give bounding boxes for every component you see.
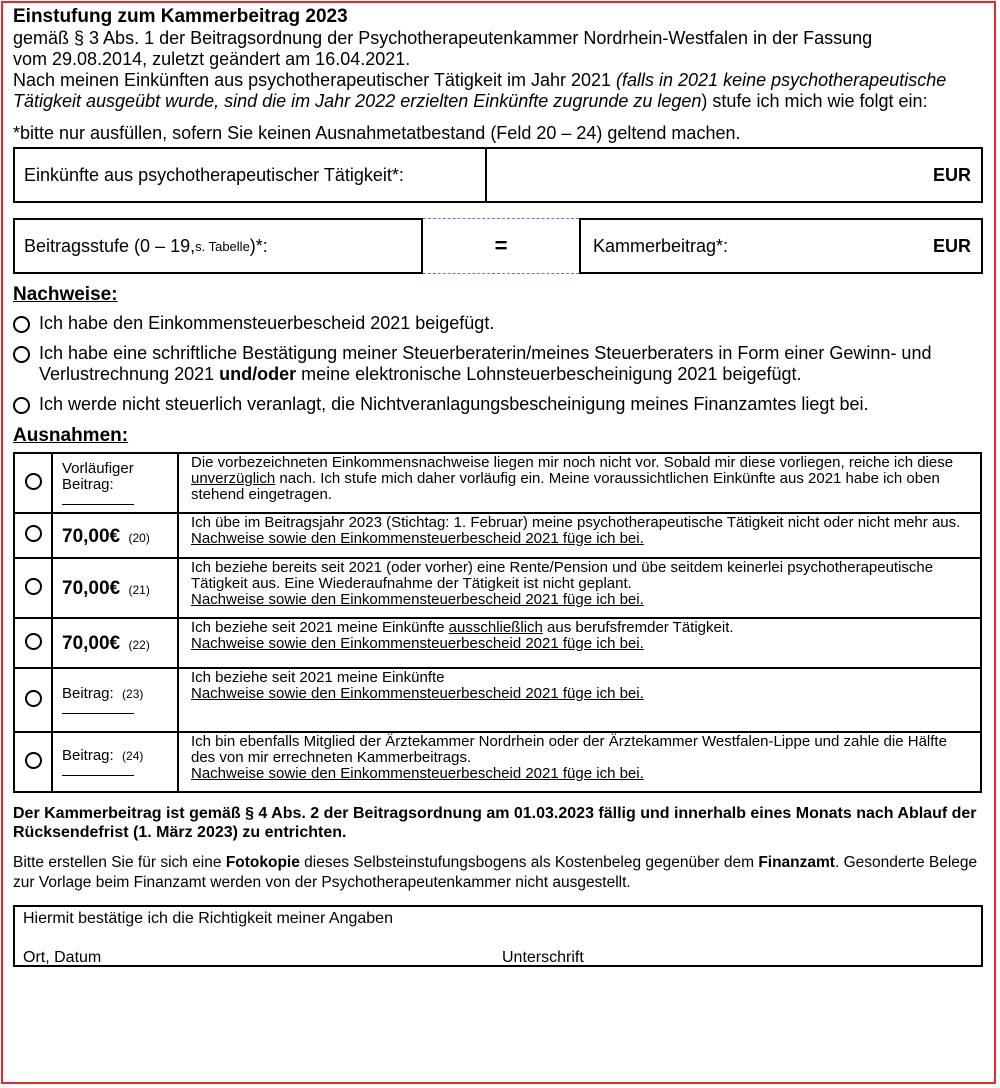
description-cell	[178, 453, 981, 513]
fee-label: Beitrag:	[62, 746, 114, 764]
description-underlined: Nachweise sowie den Einkommensteuerbescheid 2021 füge ich bei.	[191, 591, 644, 608]
exceptions-heading: Ausnahmen:	[13, 425, 129, 446]
radio-icon[interactable]	[13, 316, 30, 333]
description-cell	[178, 558, 981, 618]
signature-label: Unterschrift	[502, 949, 584, 966]
copy-notice	[13, 853, 983, 893]
level-label: Beitragsstufe (0 – 19,	[24, 235, 196, 256]
table-row	[14, 618, 981, 668]
amount-line[interactable]	[62, 502, 134, 505]
description-underlined: unverzüglich	[191, 470, 276, 487]
regulation-line-2: vom 29.08.2014, zuletzt geändert am 16.04.2021.	[13, 49, 411, 69]
radio-icon[interactable]	[25, 633, 42, 650]
evidence-option-2-bold: und/oder	[219, 364, 297, 384]
description-text-end: nach. Ich stufe mich daher vorläufig ein. Meine voraussichtlichen Einkünfte aus 2021 habe ich oben stehend eingetragen.	[191, 470, 940, 503]
amount-cell	[52, 513, 178, 558]
level-label-end: )*:	[249, 235, 268, 256]
amount-line[interactable]	[62, 711, 134, 714]
description-text: Ich übe im Beitragsjahr 2023 (Stichtag: 1. Februar) meine psychotherapeutische Tätigkeit nicht oder nicht mehr aus.	[191, 514, 961, 531]
fee-label: Kammerbeitrag*:	[593, 235, 729, 256]
field-number: (21)	[128, 583, 150, 597]
description-text: Ich beziehe bereits seit 2021 (oder vorher) eine Rente/Pension und übe seitdem keinerlei psychotherapeutische Tätigkeit aus. Eine Wiederaufnahme der Tätigkeit ist nicht geplant.	[191, 559, 934, 592]
amount-cell	[52, 558, 178, 618]
field-number: (23)	[122, 686, 144, 701]
amount-value: 70,00€	[62, 525, 121, 547]
description-text: Ich beziehe seit 2021 meine Einkünfte	[191, 669, 445, 686]
radio-icon[interactable]	[25, 578, 42, 595]
evidence-option-2-text-end: meine elektronische Lohnsteuerbescheinigung 2021 beigefügt.	[296, 364, 802, 384]
description-cell	[178, 513, 981, 558]
field-number: (20)	[128, 530, 150, 545]
copy-text-3: . Gesonderte Belege zur Vorlage beim Finanzamt werden von der Psychotherapeutenkammer nicht ausgestellt.	[13, 854, 978, 891]
radio-cell	[14, 618, 52, 668]
level-row	[13, 218, 983, 274]
description-underlined: Nachweise sowie den Einkommensteuerbescheid 2021 füge ich bei.	[191, 765, 644, 782]
copy-text: Bitte erstellen Sie für sich eine	[13, 854, 226, 871]
amount-line[interactable]	[62, 773, 134, 776]
fee-currency: EUR	[932, 235, 971, 256]
radio-icon[interactable]	[25, 473, 42, 490]
radio-cell	[14, 668, 52, 732]
evidence-option-3[interactable]	[13, 394, 983, 415]
copy-text-2: dieses Selbsteinstufungsbogens als Kostenbeleg gegenüber dem	[299, 854, 759, 871]
evidence-option-2-text: Ich habe eine schriftliche Bestätigung meiner Steuerberaterin/meines Steuerberaters in Form einer Gewinn- und Verlustrechnung 2021	[39, 343, 932, 384]
radio-cell	[14, 732, 52, 792]
description-cell	[178, 618, 981, 668]
field-number: (24)	[122, 748, 144, 763]
due-notice: Der Kammerbeitrag ist gemäß § 4 Abs. 2 der Beitragsordnung am 01.03.2023 fällig und innerhalb eines Monats nach Ablauf der Rücksendefrist (1. März 2023) zu entrichten.	[13, 805, 977, 841]
signature-box[interactable]	[13, 905, 983, 967]
radio-cell	[14, 558, 52, 618]
table-row	[14, 453, 981, 513]
copy-bold-2: Finanzamt	[758, 854, 835, 871]
radio-icon[interactable]	[25, 690, 42, 707]
description-cell	[178, 732, 981, 792]
income-currency: EUR	[932, 164, 971, 185]
description-emphasis: ausschließlich	[448, 619, 543, 636]
evidence-option-2-label	[39, 343, 983, 385]
radio-icon[interactable]	[25, 525, 42, 542]
confirmation-text: Hiermit bestätige ich die Richtigkeit meiner Angaben	[23, 910, 393, 927]
description-underlined: Nachweise sowie den Einkommensteuerbescheid 2021 füge ich bei.	[191, 530, 644, 547]
level-label-small: s. Tabelle	[195, 238, 250, 254]
amount-cell	[52, 668, 178, 732]
evidence-option-3-label: Ich werde nicht steuerlich veranlagt, die Nichtveranlagungsbescheinigung meines Finanzamtes liegt bei.	[39, 394, 869, 414]
description-cell	[178, 668, 981, 732]
amount-cell	[52, 453, 178, 513]
income-field[interactable]	[13, 147, 983, 203]
fee-label: Beitrag:	[62, 684, 114, 702]
intro-text	[13, 70, 983, 112]
form	[13, 6, 983, 967]
table-row	[14, 558, 981, 618]
radio-cell	[14, 453, 52, 513]
provisional-label: Vorläufiger	[62, 459, 134, 477]
regulation-line-1: gemäß § 3 Abs. 1 der Beitragsordnung der Psychotherapeutenkammer Nordrhein-Westfalen in der Fassung	[13, 28, 873, 48]
evidence-option-1[interactable]	[13, 313, 983, 334]
amount-cell	[52, 618, 178, 668]
description-underlined: Nachweise sowie den Einkommensteuerbescheid 2021 füge ich bei.	[191, 685, 644, 702]
evidence-option-2[interactable]	[13, 343, 983, 385]
radio-cell	[14, 513, 52, 558]
description-text: Die vorbezeichneten Einkommensnachweise liegen mir noch nicht vor. Sobald mir diese vorliegen, reiche ich diese	[191, 454, 954, 471]
description-text-end: aus berufsfremder Tätigkeit.	[542, 619, 734, 636]
table-row	[14, 513, 981, 558]
table-row	[14, 668, 981, 732]
level-field[interactable]	[13, 218, 423, 274]
description-text: Ich bin ebenfalls Mitglied der Ärztekammer Nordrhein oder der Ärztekammer Westfalen-Lippe und zahle die Hälfte des von mir errechneten Kammerbeitrags.	[191, 733, 947, 766]
table-row	[14, 732, 981, 792]
place-date-label: Ort, Datum	[23, 949, 102, 966]
amount-cell	[52, 732, 178, 792]
radio-icon[interactable]	[13, 397, 30, 414]
amount-value: 70,00€	[62, 633, 121, 654]
intro-italic: (falls in 2021 keine psychotherapeutische Tätigkeit ausgeübt wurde, sind die im Jahr 2022 erzielten Einkünfte zugrunde zu legen	[13, 70, 947, 111]
description-text: Ich beziehe seit 2021 meine Einkünfte	[191, 619, 449, 636]
fee-field[interactable]	[579, 218, 983, 274]
intro-end: ) stufe ich mich wie folgt ein:	[701, 91, 928, 111]
evidence-option-1-label: Ich habe den Einkommensteuerbescheid 2021 beigefügt.	[39, 313, 495, 333]
amount-value: 70,00€	[62, 578, 121, 599]
radio-icon[interactable]	[13, 346, 30, 363]
description-underlined: Nachweise sowie den Einkommensteuerbescheid 2021 füge ich bei.	[191, 635, 644, 652]
copy-bold: Fotokopie	[225, 854, 300, 871]
evidence-heading: Nachweise:	[13, 284, 118, 305]
radio-icon[interactable]	[25, 752, 42, 769]
intro-start: Nach meinen Einkünften aus psychotherapeutischer Tätigkeit im Jahr 2021	[13, 70, 617, 90]
income-label: Einkünfte aus psychotherapeutischer Tätigkeit*:	[15, 149, 487, 201]
fee-label: Beitrag:	[62, 475, 114, 493]
exceptions-table	[13, 452, 982, 793]
field-number: (22)	[128, 638, 150, 652]
fill-note: *bitte nur ausfüllen, sofern Sie keinen Ausnahmetatbestand (Feld 20 – 24) geltend machen.	[13, 123, 741, 143]
form-title: Einstufung zum Kammerbeitrag 2023	[13, 6, 348, 27]
equals-sign: =	[423, 218, 579, 274]
